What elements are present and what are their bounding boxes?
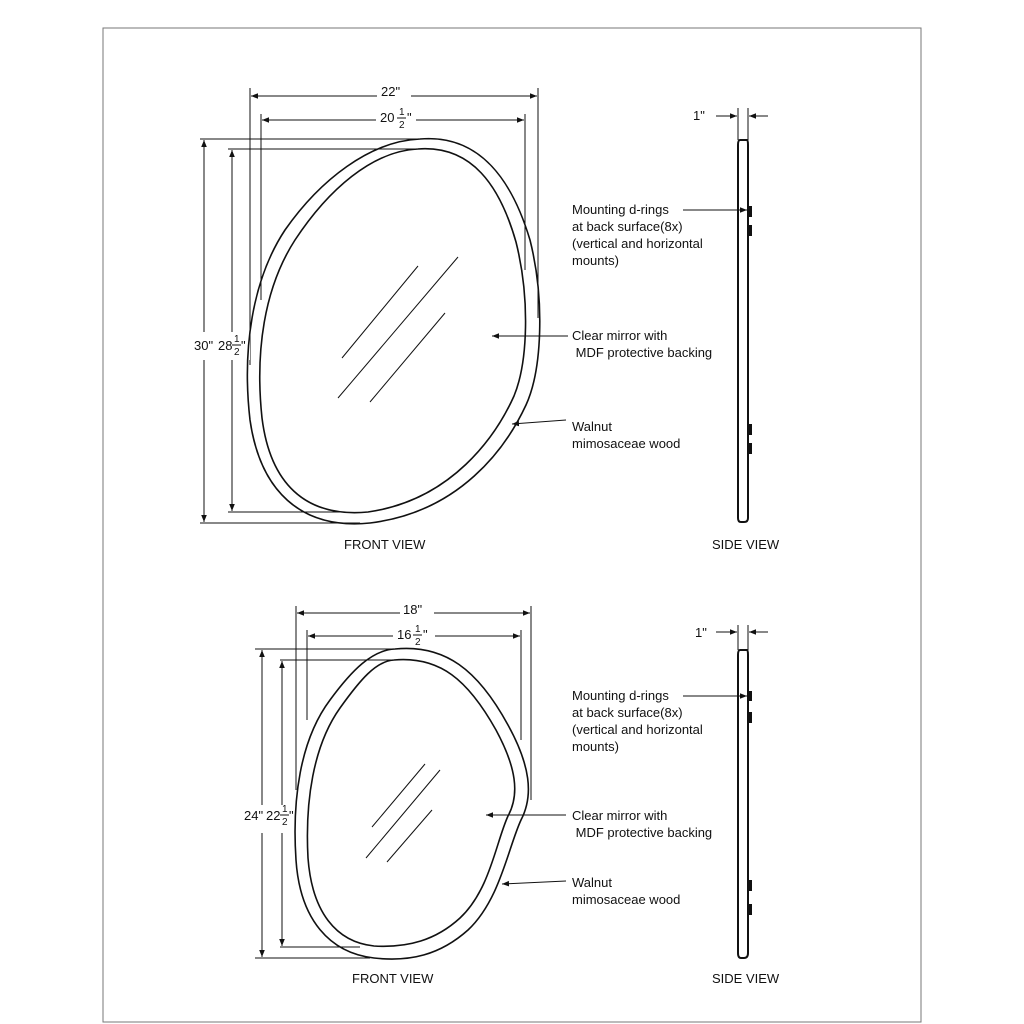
- svg-text:at back surface(8x): at back surface(8x): [572, 705, 683, 720]
- large-mirror-front-view: [190, 84, 568, 552]
- svg-text:at back surface(8x): at back surface(8x): [572, 219, 683, 234]
- svg-text:1: 1: [415, 624, 421, 635]
- side-view-caption: SIDE VIEW: [712, 537, 780, 552]
- dim-height-outer: 24": [244, 808, 264, 823]
- svg-text:Clear mirror with: Clear mirror with: [572, 328, 668, 343]
- svg-text:1: 1: [282, 804, 288, 815]
- glass-glare-line: [338, 257, 458, 398]
- dim-width-inner: 16: [397, 627, 412, 642]
- small-mirror-front-view: [242, 601, 566, 986]
- svg-text:": ": [423, 627, 428, 642]
- glass-glare-line: [372, 764, 425, 827]
- svg-text:": ": [241, 338, 246, 353]
- large-callouts: [572, 202, 712, 451]
- callout-wood-leader: [502, 881, 566, 884]
- front-view-caption: FRONT VIEW: [352, 971, 434, 986]
- svg-text:Clear mirror with: Clear mirror with: [572, 808, 668, 823]
- svg-text:mounts): mounts): [572, 739, 619, 754]
- svg-text:mimosaceae wood: mimosaceae wood: [572, 436, 681, 451]
- svg-text:Walnut: Walnut: [572, 419, 612, 434]
- front-view-caption: FRONT VIEW: [344, 537, 426, 552]
- dim-width-outer: 18": [403, 602, 423, 617]
- mirror-frame-outer: [247, 139, 539, 524]
- svg-text:1: 1: [234, 334, 240, 345]
- glass-glare-line: [370, 313, 445, 402]
- mirror-frame-inner: [307, 660, 514, 947]
- d-ring: [748, 712, 752, 723]
- dim-depth: 1": [695, 625, 707, 640]
- d-ring: [748, 225, 752, 236]
- svg-text:Walnut: Walnut: [572, 875, 612, 890]
- d-ring: [748, 880, 752, 891]
- mirror-frame-inner: [260, 149, 526, 513]
- d-ring: [748, 206, 752, 217]
- svg-text:(vertical and horizontal: (vertical and horizontal: [572, 722, 703, 737]
- dim-height-outer: 30": [194, 338, 214, 353]
- svg-text:2: 2: [234, 347, 240, 358]
- d-ring: [748, 904, 752, 915]
- dim-width-outer: 22": [381, 84, 401, 99]
- glass-glare-line: [387, 810, 432, 862]
- dim-width-inner: 20: [380, 110, 395, 125]
- svg-text:(vertical and horizontal: (vertical and horizontal: [572, 236, 703, 251]
- svg-text:MDF protective backing: MDF protective backing: [572, 345, 713, 360]
- svg-text:Mounting d-rings: Mounting d-rings: [572, 202, 669, 217]
- dim-depth: 1": [693, 108, 705, 123]
- svg-text:mimosaceae wood: mimosaceae wood: [572, 892, 681, 907]
- d-ring: [748, 424, 752, 435]
- d-ring: [748, 443, 752, 454]
- large-mirror-side-view: [683, 108, 780, 552]
- svg-text:mounts): mounts): [572, 253, 619, 268]
- side-profile: [738, 140, 748, 522]
- small-mirror-side-view: [683, 625, 780, 986]
- dim-frac-den: 2: [399, 120, 405, 131]
- svg-text:Mounting d-rings: Mounting d-rings: [572, 688, 669, 703]
- callout-wood-leader: [512, 420, 566, 424]
- d-ring: [748, 691, 752, 701]
- svg-text:MDF protective backing: MDF protective backing: [572, 825, 713, 840]
- svg-text:2: 2: [415, 637, 421, 648]
- dim-inch-mark: ": [407, 110, 412, 125]
- drawing-border: [103, 28, 921, 1022]
- dim-height-inner: 28: [218, 338, 233, 353]
- small-callouts: [572, 688, 712, 907]
- glass-glare-line: [342, 266, 418, 358]
- dim-frac-num: 1: [399, 107, 405, 118]
- svg-text:2: 2: [282, 817, 288, 828]
- svg-text:": ": [289, 808, 294, 823]
- dim-height-inner: 22: [266, 808, 281, 823]
- side-view-caption: SIDE VIEW: [712, 971, 780, 986]
